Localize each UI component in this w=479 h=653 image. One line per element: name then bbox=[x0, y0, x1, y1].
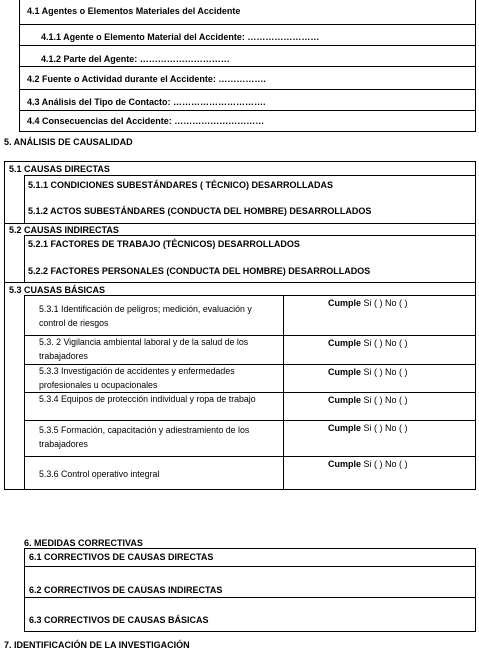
correctivos-directas[interactable]: 6.1 CORRECTIVOS DE CAUSAS DIRECTAS bbox=[29, 552, 214, 562]
condiciones-subestandares[interactable]: 5.1.1 CONDICIONES SUBESTÁNDARES ( TÉCNICO) DESARROLLADAS bbox=[28, 180, 334, 190]
row-4-4[interactable]: 4.4 Consecuencias del Accidente: ………………………… bbox=[27, 116, 265, 126]
actos-subestandares[interactable]: 5.1.2 ACTOS SUBESTÁNDARES (CONDUCTA DEL HOMBRE) DESARROLLADOS bbox=[28, 206, 372, 216]
causas-directas-header: 5.1 CAUSAS DIRECTAS bbox=[9, 164, 110, 174]
row-4-1-1[interactable]: 4.1.1 Agente o Elemento Material del Accidente: …………………… bbox=[41, 32, 320, 42]
cumple-5-3-4[interactable]: Cumple Si ( ) No ( ) bbox=[328, 395, 408, 405]
correctivos-basicas[interactable]: 6.3 CORRECTIVOS DE CAUSAS BÁSICAS bbox=[29, 615, 209, 625]
row-4-3[interactable]: 4.3 Análisis del Tipo de Contacto: …………………………. bbox=[27, 97, 266, 107]
cumple-5-3-1[interactable]: Cumple Si ( ) No ( ) bbox=[328, 298, 408, 308]
cumple-5-3-6[interactable]: Cumple Si ( ) No ( ) bbox=[328, 459, 408, 469]
factores-trabajo[interactable]: 5.2.1 FACTORES DE TRABAJO (TÉCNICOS) DESARROLLADOS bbox=[28, 239, 300, 249]
row-4-1: 4.1 Agentes o Elementos Materiales del Accidente bbox=[27, 6, 241, 16]
causas-basicas-header: 5.3 CUASAS BÁSICAS bbox=[9, 285, 106, 295]
section6-title: 6. MEDIDAS CORRECTIVAS bbox=[24, 538, 143, 548]
cumple-5-3-5[interactable]: Cumple Si ( ) No ( ) bbox=[328, 423, 408, 433]
cumple-5-3-2[interactable]: Cumple Si ( ) No ( ) bbox=[328, 338, 408, 348]
criterion-5-3-2: 5.3. 2 Vigilancia ambiental laboral y de la salud de los trabajadores bbox=[39, 337, 249, 361]
criterion-5-3-3: 5.3.3 Investigación de accidentes y enfermedades profesionales u ocupacionales bbox=[39, 366, 235, 390]
criterion-5-3-5: 5.3.5 Formación, capacitación y adiestramiento de los trabajadores bbox=[39, 425, 250, 449]
criterion-5-3-4: 5.3.4 Equipos de protección individual y ropa de trabajo bbox=[39, 394, 256, 404]
cumple-5-3-3[interactable]: Cumple Si ( ) No ( ) bbox=[328, 367, 408, 377]
row-4-2[interactable]: 4.2 Fuente o Actividad durante el Accidente: ……………. bbox=[27, 74, 266, 84]
section7-title: 7. IDENTIFICACIÓN DE LA INVESTIGACIÓN bbox=[4, 640, 190, 650]
causas-indirectas-header: 5.2 CAUSAS INDIRECTAS bbox=[9, 225, 119, 235]
correctivos-indirectas[interactable]: 6.2 CORRECTIVOS DE CAUSAS INDIRECTAS bbox=[29, 585, 223, 595]
section5-title: 5. ANÁLISIS DE CAUSALIDAD bbox=[4, 137, 133, 147]
row-4-1-2[interactable]: 4.1.2 Parte del Agente: ………………………… bbox=[41, 54, 230, 64]
criterion-5-3-6: 5.3.6 Control operativo integral bbox=[39, 469, 160, 479]
criterion-5-3-1: 5.3.1 Identificación de peligros; medición, evaluación y control de riesgos bbox=[39, 304, 252, 328]
factores-personales[interactable]: 5.2.2 FACTORES PERSONALES (CONDUCTA DEL HOMBRE) DESARROLLADOS bbox=[28, 266, 371, 276]
